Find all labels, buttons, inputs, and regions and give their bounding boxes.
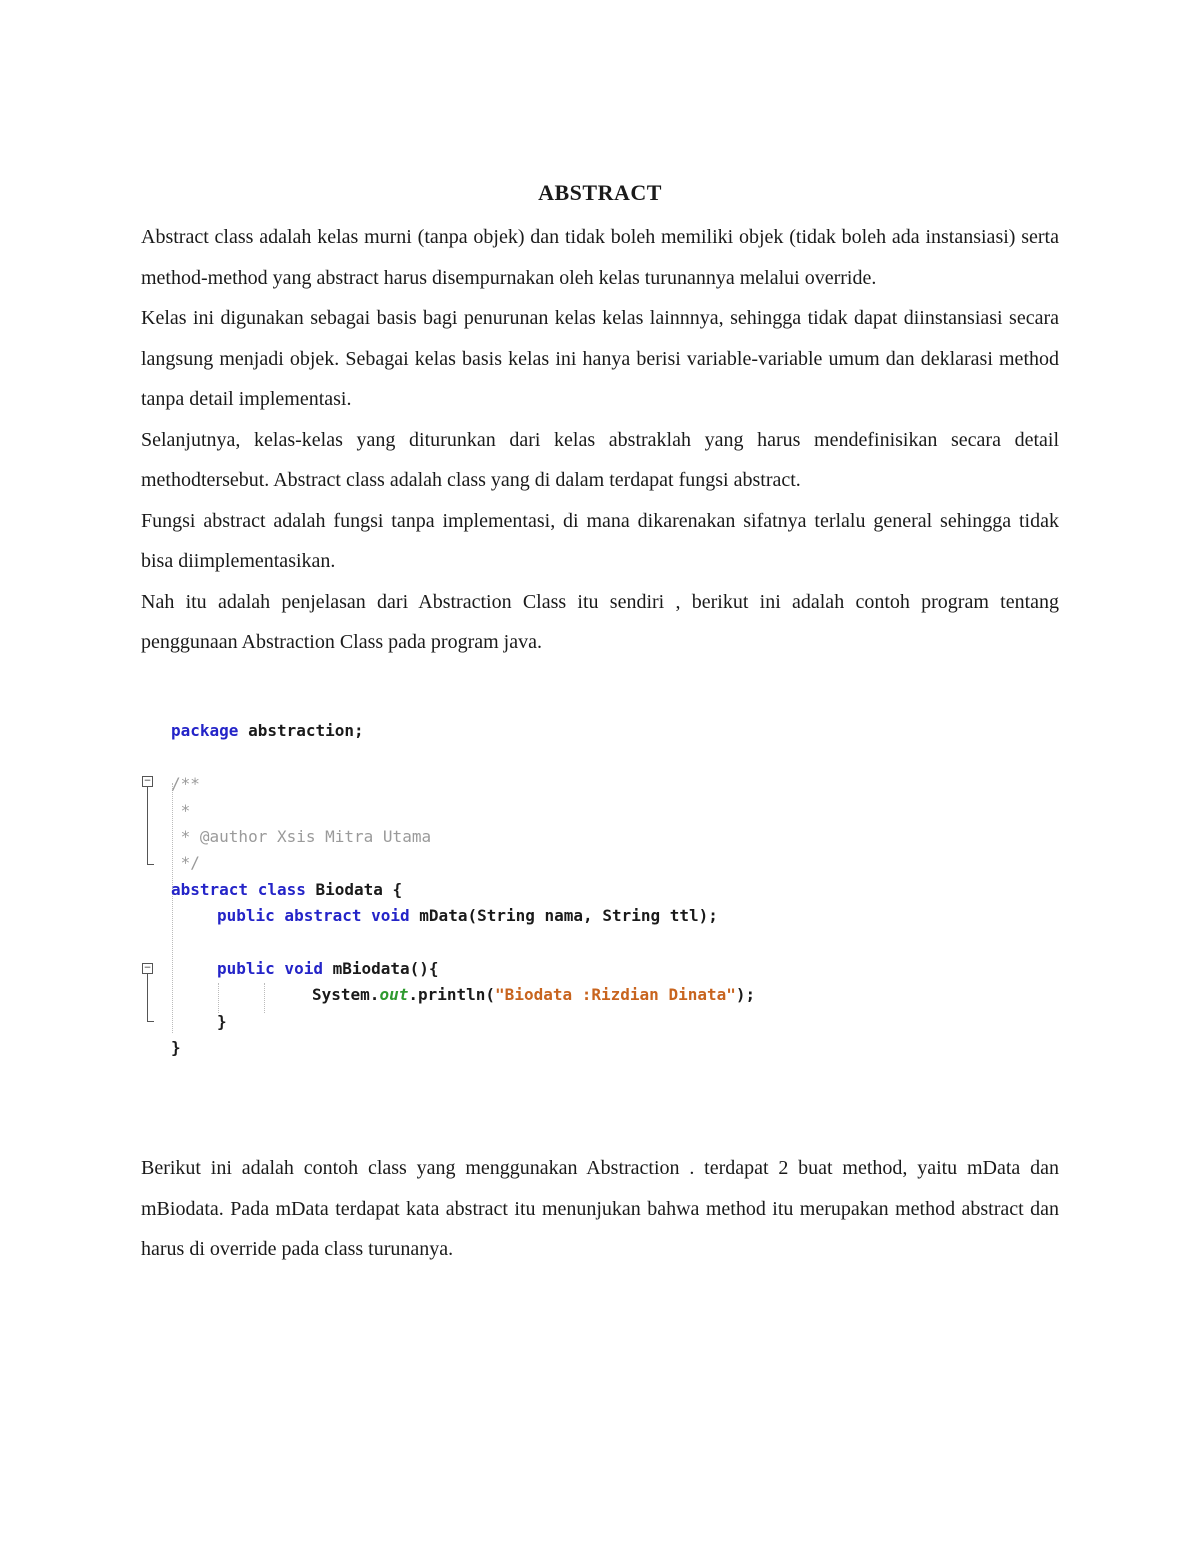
collapse-icon: − [143, 963, 152, 973]
string-literal: "Biodata :Rizdian Dinata" [495, 985, 736, 1004]
code-screenshot [138, 707, 1038, 1067]
fold-end [147, 864, 154, 865]
code-line-mbiodata [217, 959, 439, 978]
code-line-package [171, 721, 364, 740]
code-comment: * [171, 801, 191, 820]
code-comment: /** [171, 774, 200, 793]
indent-guide [264, 983, 265, 1013]
keyword: package [171, 721, 239, 740]
code-line-class [171, 880, 402, 899]
code-line-close: } [217, 1012, 227, 1031]
code-line-println [312, 985, 755, 1004]
code-text: mBiodata(){ [322, 959, 439, 978]
code-text: ); [735, 985, 756, 1004]
code-text: mData(String nama, String ttl); [409, 906, 718, 925]
code-text: abstraction; [238, 721, 364, 740]
indent-guide [172, 783, 173, 1033]
fold-end [147, 1021, 154, 1022]
keyword: public void [217, 959, 323, 978]
fold-line [147, 974, 148, 1021]
paragraph: Fungsi abstract adalah fungsi tanpa implementasi, di mana dikarenakan sifatnya terlalu general sehingga tidak bisa diimplementasikan. [141, 509, 1059, 572]
outro-text [141, 1148, 1059, 1270]
code-text: Biodata { [305, 880, 403, 899]
code-line-close: } [171, 1038, 181, 1057]
paragraph: Selanjutnya, kelas-kelas yang diturunkan dari kelas abstraklah yang harus mendefinisikan secara detail methodtersebut. Abstract class adalah class yang di dalam terdapat fungsi abstract. [141, 428, 1059, 491]
paragraph: Nah itu adalah penjelasan dari Abstraction Class itu sendiri , berikut ini adalah contoh program tentang penggunaan Abstraction Class pada program java. [141, 590, 1059, 653]
field: out [379, 985, 409, 1004]
code-text: System. [312, 985, 380, 1004]
collapse-icon: − [143, 776, 152, 786]
page-title: ABSTRACT [538, 180, 662, 205]
keyword: abstract class [171, 880, 306, 899]
intro-text [141, 217, 1059, 663]
code-line-mdata [217, 906, 718, 925]
code-comment: * @author Xsis Mitra Utama [171, 827, 432, 846]
fold-line [147, 787, 148, 864]
paragraph: Berikut ini adalah contoh class yang menggunakan Abstraction . terdapat 2 buat method, yaitu mData dan mBiodata. Pada mData terdapat kata abstract itu menunjukan bahwa method itu merupakan method abstract dan harus di override pada class turunanya. [141, 1157, 1059, 1260]
keyword: public abstract void [217, 906, 410, 925]
indent-guide [218, 983, 219, 1013]
code-comment: */ [171, 853, 200, 872]
paragraph: Kelas ini digunakan sebagai basis bagi penurunan kelas kelas lainnnya, sehingga tidak dapat diinstansiasi secara langsung menjadi objek. Sebagai kelas basis kelas ini hanya berisi variable-variable umum dan deklarasi method tanpa detail implementasi. [141, 307, 1059, 410]
paragraph: Abstract class adalah kelas murni (tanpa objek) dan tidak boleh memiliki objek (tidak boleh ada instansiasi) serta method-method yang abstract harus disempurnakan oleh kelas turunannya melalui override. [141, 226, 1059, 289]
code-text: .println( [408, 985, 496, 1004]
